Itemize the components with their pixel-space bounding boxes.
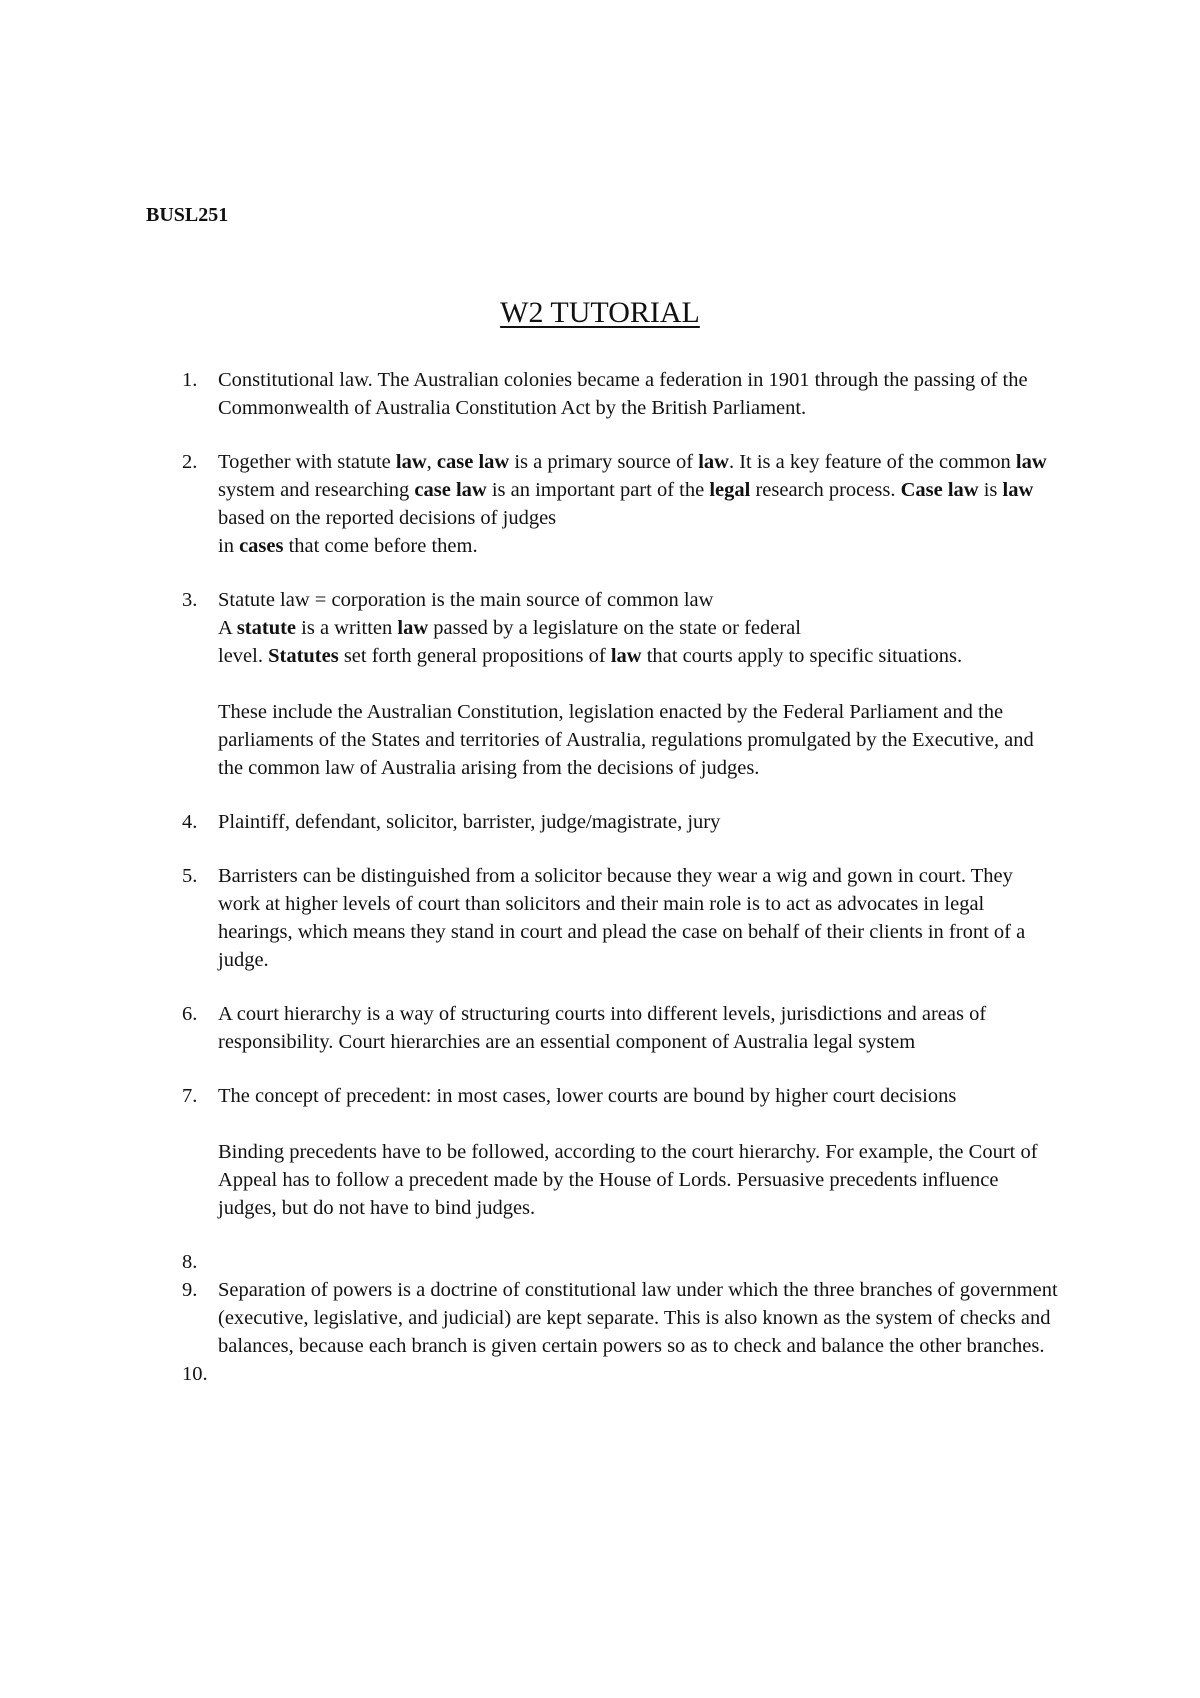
- item-paragraph: [218, 366, 1058, 422]
- bold-text-run: law: [698, 451, 729, 473]
- item-paragraph: [218, 698, 1058, 782]
- page-title: W2 TUTORIAL: [500, 296, 700, 329]
- item-number: 1.: [182, 369, 198, 391]
- list-spacer: [0, 836, 1200, 862]
- text-run: A court hierarchy is a way of structuring courts into different levels, jurisdictions and areas of responsibility. Court hierarchies are an essential component of Australia legal system: [218, 1003, 987, 1053]
- text-run: ,: [426, 451, 437, 473]
- list-item: [0, 1276, 1058, 1360]
- bold-text-run: law: [395, 451, 427, 473]
- item-number: 8.: [182, 1251, 198, 1273]
- list-spacer: [0, 782, 1200, 808]
- item-paragraph: [218, 1360, 1058, 1388]
- text-run: is a primary source of: [509, 451, 699, 473]
- text-run: These include the Australian Constitution, legislation enacted by the Federal Parliament and the parliaments of the States and territories of Australia, regulations promulgated by the Executive, and the common law of Australia arising from the decisions of judges.: [218, 701, 1034, 779]
- text-run: that come before them.: [283, 535, 478, 557]
- text-run: . It is a key feature of the common: [728, 451, 1016, 473]
- list-item: [0, 366, 1058, 422]
- text-run: Constitutional law. The Australian colonies became a federation in 1901 through the passing of the Commonwealth of Australia Constitution Act by the British Parliament.: [218, 369, 1028, 419]
- bold-text-run: law: [397, 617, 429, 639]
- text-run: is an important part of the: [486, 479, 710, 501]
- item-paragraph: [218, 1248, 1058, 1276]
- list-spacer: [0, 1222, 1200, 1248]
- list-item: [0, 448, 1058, 560]
- item-paragraph: [218, 1000, 1058, 1056]
- item-paragraph: [218, 448, 1058, 560]
- text-run: is: [978, 479, 1003, 501]
- bold-text-run: case law: [414, 479, 487, 501]
- item-number: 2.: [182, 451, 198, 473]
- text-run: passed by a legislature on the state or federal: [428, 617, 801, 639]
- tutorial-answer-list: [0, 366, 1200, 1388]
- bold-text-run: cases: [239, 535, 284, 557]
- text-run: Binding precedents have to be followed, according to the court hierarchy. For example, the Court of Appeal has to follow a precedent made by the House of Lords. Persuasive precedents influence judges, but do not have to bind judges.: [218, 1141, 1038, 1219]
- bold-text-run: Statutes: [268, 645, 339, 667]
- text-run: that courts apply to specific situations.: [641, 645, 963, 667]
- item-number: 9.: [182, 1279, 198, 1301]
- list-spacer: [0, 974, 1200, 1000]
- text-run: Together with statute: [218, 451, 396, 473]
- bold-text-run: law: [610, 645, 642, 667]
- course-code: BUSL251: [146, 204, 229, 226]
- text-run: in: [218, 535, 240, 557]
- bold-text-run: law: [1015, 451, 1047, 473]
- item-paragraph: [218, 1276, 1058, 1360]
- text-run: A: [218, 617, 237, 639]
- list-spacer: [0, 422, 1200, 448]
- list-item: [0, 1082, 1058, 1222]
- list-item: [0, 1360, 1058, 1388]
- text-run: Separation of powers is a doctrine of constitutional law under which the three branches of government (executive, legislative, and judicial) are kept separate. This is also known as the system of checks and balances, because each branch is given certain powers so as to check and balance the other branches.: [218, 1279, 1058, 1357]
- text-run: Statute law = corporation is the main source of common law: [218, 589, 714, 611]
- item-number: 3.: [182, 589, 198, 611]
- item-paragraph: [218, 808, 1058, 836]
- text-run: set forth general propositions of: [338, 645, 611, 667]
- item-paragraph: [218, 586, 1058, 670]
- list-item: [0, 586, 1058, 782]
- bold-text-run: law: [1002, 479, 1034, 501]
- text-run: system and researching: [218, 479, 415, 501]
- bold-text-run: case law: [436, 451, 510, 473]
- list-item: [0, 1000, 1058, 1056]
- text-run: research process.: [750, 479, 901, 501]
- item-paragraph: [218, 1082, 1058, 1110]
- item-paragraph: [218, 1138, 1058, 1222]
- list-item: [0, 808, 1058, 836]
- list-spacer: [0, 1056, 1200, 1082]
- item-number: 10.: [182, 1363, 208, 1385]
- item-number: 6.: [182, 1003, 198, 1025]
- item-number: 7.: [182, 1085, 198, 1107]
- bold-text-run: statute: [236, 617, 297, 639]
- list-item: [0, 862, 1058, 974]
- item-paragraph: [218, 862, 1058, 974]
- list-spacer: [0, 560, 1200, 586]
- list-item: [0, 1248, 1058, 1276]
- bold-text-run: Case law: [900, 479, 979, 501]
- text-run: is a written: [296, 617, 398, 639]
- text-run: based on the reported decisions of judges: [218, 507, 557, 529]
- text-run: Barristers can be distinguished from a solicitor because they wear a wig and gown in court. They work at higher levels of court than solicitors and their main role is to act as advocates in legal hearings, which means they stand in court and plead the case on behalf of their clients in front of a judge.: [218, 865, 1026, 971]
- text-run: The concept of precedent: in most cases, lower courts are bound by higher court decisions: [218, 1085, 957, 1107]
- bold-text-run: legal: [709, 479, 751, 501]
- item-number: 5.: [182, 865, 198, 887]
- text-run: level.: [218, 645, 269, 667]
- text-run: Plaintiff, defendant, solicitor, barrister, judge/magistrate, jury: [218, 811, 721, 833]
- item-number: 4.: [182, 811, 198, 833]
